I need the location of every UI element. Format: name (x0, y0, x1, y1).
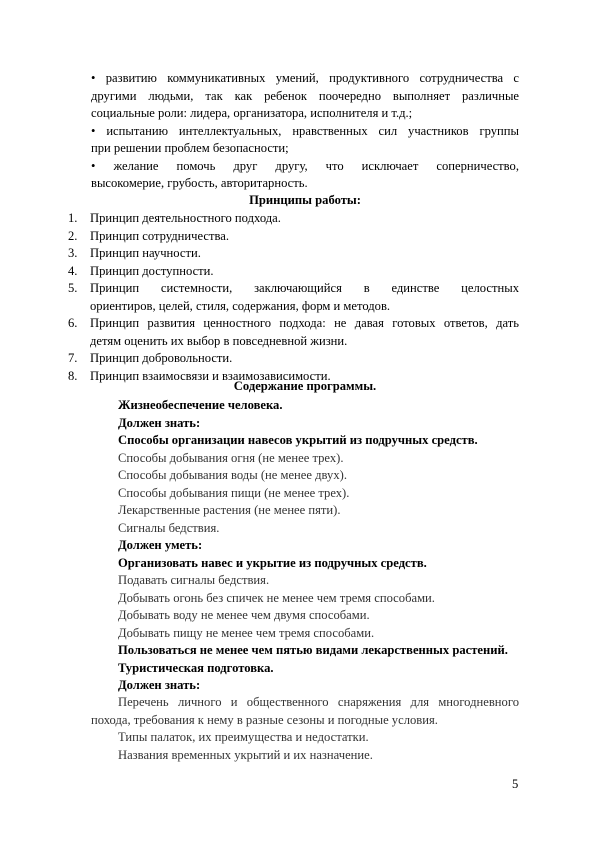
content-line: Туристическая подготовка. (118, 660, 274, 675)
content-line: Типы палаток, их преимущества и недостатки. (118, 730, 369, 744)
content-heading: Содержание программы. (233, 379, 377, 393)
item-line: Принцип развития ценностного подхода: не давая готовых ответов, дать (90, 316, 519, 330)
tail-list (118, 729, 520, 764)
list-item (68, 350, 519, 368)
bullet-line: другими людьми, так как ребенок поочередно выполняет различные (91, 88, 519, 103)
item-text: Принцип сотрудничества. (90, 228, 229, 243)
content-list (118, 397, 520, 695)
content-line: Способы организации навесов укрытий из подручных средств. (118, 433, 478, 447)
item-text: Принцип научности. (90, 246, 201, 260)
paragraph-line: похода, требования к нему в разные сезоны и погодные условия. (91, 712, 438, 727)
item-number: 4. (68, 263, 78, 278)
bullet-line: социальные роли: лидера, организатора, исполнителя и т.д.; (91, 106, 413, 120)
content-line: Должен знать: (118, 678, 201, 692)
principles-heading: Принципы работы: (249, 193, 361, 207)
content-line: Добывать пищу не менее чем тремя способами. (118, 625, 375, 640)
item-text (90, 280, 519, 315)
bullet-line: высокомерие, грубость, авторитарность. (91, 176, 308, 190)
item-text: Принцип доступности. (90, 263, 214, 278)
paragraph (91, 694, 519, 729)
list-item (68, 315, 519, 350)
item-line: детям оценить их выбор в повседневной жизни. (90, 333, 348, 348)
page-number: 5 (512, 777, 519, 791)
content-line: Жизнеобеспечение человека. (118, 398, 283, 412)
item-number: 6. (68, 316, 78, 330)
bullet-list (91, 70, 519, 193)
bullet-line: • испытанию интеллектуальных, нравственных сил участников группы (91, 123, 519, 138)
item-line: Принцип системности, заключающийся в единстве целостных (90, 281, 519, 295)
content-line: Способы добывания огня (не менее трех). (118, 450, 344, 465)
content-line: Названия временных укрытий и их назначение. (118, 747, 373, 762)
item-text (90, 315, 519, 350)
item-text: Принцип деятельностного подхода. (90, 211, 281, 225)
item-number: 1. (68, 211, 78, 225)
item-number: 7. (68, 351, 78, 365)
content-line: Подавать сигналы бедствия. (118, 573, 270, 587)
item-number: 2. (68, 228, 78, 243)
content-line: Способы добывания пищи (не менее трех). (118, 485, 350, 500)
bullet-line: • желание помочь друг другу, что исключает соперничество, (91, 158, 519, 173)
bullet-line: • развитию коммуникативных умений, продуктивного сотрудничества с (91, 71, 519, 85)
list-item (68, 210, 519, 228)
item-number: 8. (68, 368, 78, 383)
list-item (68, 280, 519, 315)
content-line: Способы добывания воды (не менее двух). (118, 468, 347, 482)
principles-list (68, 210, 519, 385)
list-item (68, 263, 519, 281)
content-line: Лекарственные растения (не менее пяти). (118, 503, 341, 517)
paragraph-line: Перечень личного и общественного снаряжения для многодневного (118, 695, 519, 709)
item-number: 3. (68, 246, 78, 260)
content-line: Добывать огонь без спичек не менее чем тремя способами. (118, 590, 435, 605)
content-line: Сигналы бедствия. (118, 520, 220, 535)
content-line: Добывать воду не менее чем двумя способами. (118, 608, 370, 622)
item-text: Принцип взаимосвязи и взаимозависимости. (90, 368, 331, 383)
item-text: Принцип добровольности. (90, 351, 233, 365)
content-line: Организовать навес и укрытие из подручных средств. (118, 555, 427, 570)
item-line: ориентиров, целей, стиля, содержания, форм и методов. (90, 298, 391, 313)
list-item (68, 245, 519, 263)
bullet-line: при решении проблем безопасности; (91, 141, 289, 155)
content-line: Пользоваться не менее чем пятью видами лекарственных растений. (118, 643, 508, 657)
content-line: Должен уметь: (118, 538, 203, 552)
list-item (68, 228, 519, 246)
content-line: Должен знать: (118, 415, 201, 430)
item-number: 5. (68, 281, 78, 295)
